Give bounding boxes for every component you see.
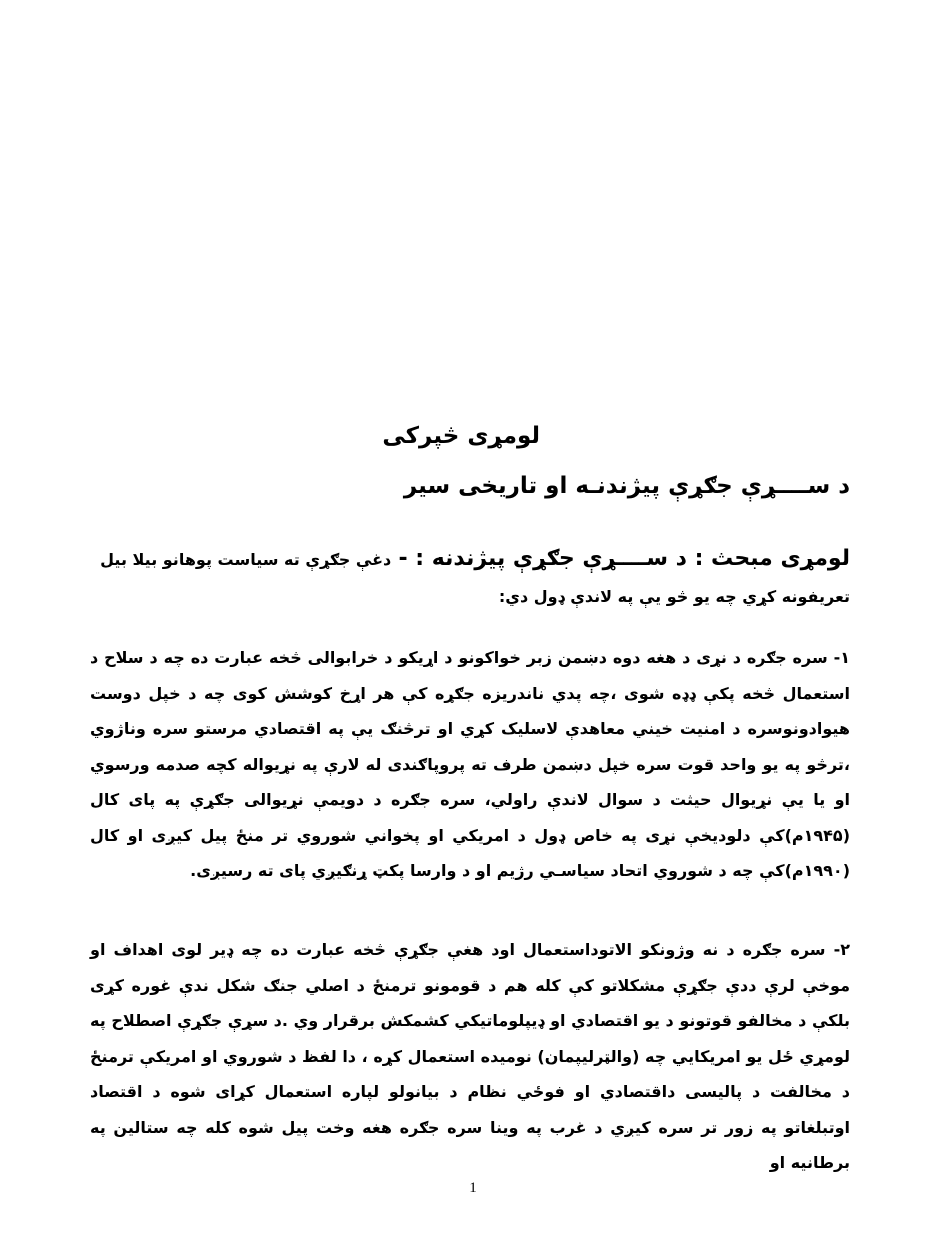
chapter-title: لومړی څپرکی: [382, 423, 540, 449]
paragraph-1: ۱- سره جګره د نړی د هغه دوه دښمن زبر خواکونو د اړیکو د خرابوالی څخه عبارت ده چه د سلاح د استعمال څخه پکې ډډه شوی ،چه پدي ناندریزه جګړه کې هر اړخ کوشش کوی چه د خپل دوست هیوادونوسره د امنیت خیني معاهدې لاسلیک کړي او ترڅنګ یې په اقتصادي مرستو سره وناژوي ،ترڅو په یو واحد قوت سره خپل دښمن طرف ته پروپاګندی له لارې په نړیواله کچه صدمه ورسوي او یا یې نړیوال حیثت د سوال لاندې راولي، سره جګره د دویمې نړیوالی جګړې په پای کال (۱۹۴۵م)کې دلودیخې نړی په خاص ډول د امریکي او پخواني شوروي تر منځ پیل کیږی او کال (۱۹۹۰م)کې چه د شوروي اتحاد سیاسـي رژیم او د وارسا پکټ ړنګیږي پای ته رسیږی.: [90, 648, 850, 880]
chapter-subtitle: د ســــړې جګړې پیژندنـه او تاریخی سیر: [403, 473, 850, 499]
paragraph-2: ۲- سره جګره د نه وژونکو الاتوداستعمال اود هغې جګړې څخه عبارت ده چه ډیر لوی اهداف او موخې لرې ددې جګړې مشکلاتو کې کله هم د قومونو ترمنځ د اصلي جنګ شکل ندې غوره کړی بلکې د مخالفو قوتونو د یو اقتصادي او ډیپلوماتیکي کشمکش برقرار وي .د سړې جګړې اصطلاح په لومړي ځل یو امریکایي چه (والټرلیپمان) نومیده استعمال کړه ، دا لفظ د شوروي او امریکې ترمنځ د مخالفت د پالیسی داقتصادي او فوځي نظام د بیانولو لپاره استعمال کړای شوه د اقتصاد اوتبلغاتو په زور تر سره کیږي د غرب په وینا سره جګره هغه وخت پیل شوه کله چه ستالین په برطانیه او: [90, 940, 850, 1172]
section-heading-continuation: تعریفونه کړي چه یو څو یې په لاندې ډول دي:: [498, 587, 850, 606]
page-number: 1: [469, 1180, 477, 1196]
section-heading-lead: لومړی مبحث : د ســــړې جګړې پیژندنه : -: [398, 546, 850, 571]
section-heading: [90, 538, 850, 614]
section-heading-rest: دغې جګړې ته سیاست پوهانو بیلا بیل: [100, 550, 392, 569]
